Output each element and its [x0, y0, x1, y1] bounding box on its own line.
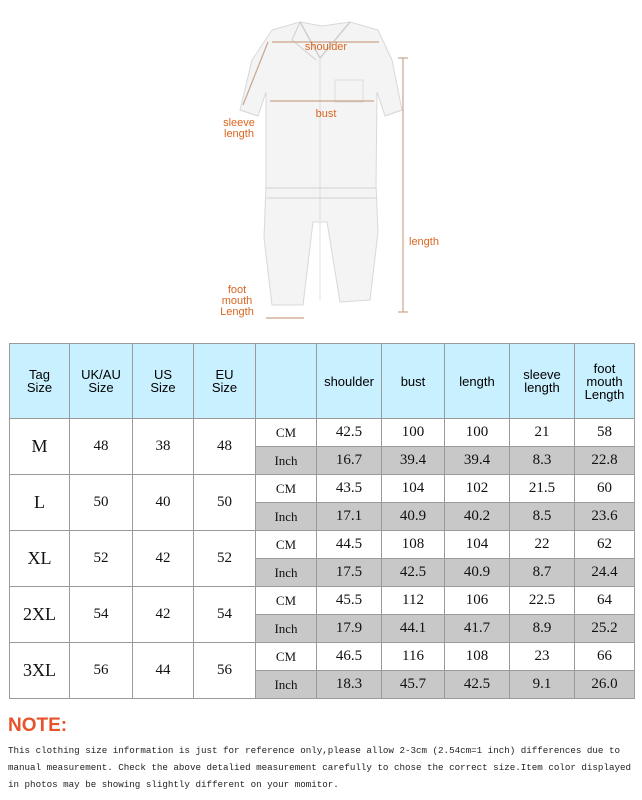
tag-size-cell: XL: [10, 531, 70, 587]
shoulder-cell: 17.9: [317, 615, 382, 643]
sleeve-cell: 22.5: [510, 587, 575, 615]
length-cell: 102: [445, 475, 510, 503]
uk-size-cell: 54: [70, 587, 133, 643]
tag-size-cell: L: [10, 475, 70, 531]
foot-cell: 66: [575, 643, 635, 671]
bust-cell: 39.4: [382, 447, 445, 475]
foot-label-line2: mouth: [221, 295, 253, 307]
uk-size-cell: 52: [70, 531, 133, 587]
foot-cell: 58: [575, 419, 635, 447]
foot-cell: 26.0: [575, 671, 635, 699]
length-cell: 42.5: [445, 671, 510, 699]
bust-cell: 42.5: [382, 559, 445, 587]
header-foot-mouth-length: foot mouth Length: [575, 344, 635, 419]
header-length: length: [445, 344, 510, 419]
header-sleeve-length: sleeve length: [510, 344, 575, 419]
unit-cm-cell: CM: [256, 419, 317, 447]
table-row: [10, 587, 635, 615]
note-text: This clothing size information is just for reference only,please allow 2-3cm (2.54cm=1 inch) differences due to manual measurement. Check the above detalied measurement carefully to chose the correct size.Item color displayed in photos may be showing slightly different on your momitor.: [8, 745, 632, 790]
length-cell: 40.2: [445, 503, 510, 531]
shoulder-cell: 17.5: [317, 559, 382, 587]
foot-cell: 23.6: [575, 503, 635, 531]
garment-figure: [0, 0, 642, 340]
shoulder-cell: 18.3: [317, 671, 382, 699]
length-cell: 40.9: [445, 559, 510, 587]
foot-cell: 24.4: [575, 559, 635, 587]
sleeve-label-line2: length: [224, 128, 254, 140]
unit-cm-cell: CM: [256, 531, 317, 559]
uk-size-cell: 50: [70, 475, 133, 531]
header-bust: bust: [382, 344, 445, 419]
foot-mouth-length-label: [212, 285, 262, 318]
uk-size-cell: 48: [70, 419, 133, 475]
bust-label: bust: [315, 108, 337, 120]
shoulder-cell: 17.1: [317, 503, 382, 531]
foot-cell: 60: [575, 475, 635, 503]
table-header-row: [10, 344, 635, 419]
shoulder-cell: 42.5: [317, 419, 382, 447]
foot-cell: 25.2: [575, 615, 635, 643]
foot-label-line3: Length: [220, 306, 254, 318]
bust-cell: 100: [382, 419, 445, 447]
unit-inch-cell: Inch: [256, 559, 317, 587]
sleeve-cell: 21.5: [510, 475, 575, 503]
bust-cell: 40.9: [382, 503, 445, 531]
bust-cell: 104: [382, 475, 445, 503]
unit-inch-cell: Inch: [256, 447, 317, 475]
bust-cell: 116: [382, 643, 445, 671]
shoulder-cell: 46.5: [317, 643, 382, 671]
us-size-cell: 44: [133, 643, 194, 699]
header-shoulder: shoulder: [317, 344, 382, 419]
shoulder-cell: 44.5: [317, 531, 382, 559]
sleeve-cell: 22: [510, 531, 575, 559]
length-cell: 104: [445, 531, 510, 559]
table-row: [10, 475, 635, 503]
sleeve-length-label: [216, 118, 262, 140]
header-unit: [256, 344, 317, 419]
shoulder-label: shoulder: [304, 41, 348, 53]
unit-cm-cell: CM: [256, 643, 317, 671]
us-size-cell: 38: [133, 419, 194, 475]
foot-cell: 22.8: [575, 447, 635, 475]
length-cell: 106: [445, 587, 510, 615]
us-size-cell: 42: [133, 587, 194, 643]
shoulder-cell: 45.5: [317, 587, 382, 615]
length-cell: 39.4: [445, 447, 510, 475]
length-label: length: [409, 236, 439, 248]
tag-size-cell: 2XL: [10, 587, 70, 643]
sleeve-cell: 21: [510, 419, 575, 447]
sleeve-cell: 8.5: [510, 503, 575, 531]
foot-cell: 62: [575, 531, 635, 559]
length-cell: 108: [445, 643, 510, 671]
table-row: [10, 531, 635, 559]
note-title: NOTE:: [8, 715, 68, 736]
eu-size-cell: 48: [194, 419, 256, 475]
foot-cell: 64: [575, 587, 635, 615]
bust-cell: 108: [382, 531, 445, 559]
sleeve-cell: 23: [510, 643, 575, 671]
unit-inch-cell: Inch: [256, 615, 317, 643]
foot-label-line1: foot: [227, 284, 247, 296]
header-tag-size: Tag Size: [10, 344, 70, 419]
eu-size-cell: 50: [194, 475, 256, 531]
bust-cell: 44.1: [382, 615, 445, 643]
shoulder-cell: 43.5: [317, 475, 382, 503]
us-size-cell: 42: [133, 531, 194, 587]
tag-size-cell: M: [10, 419, 70, 475]
sleeve-cell: 8.3: [510, 447, 575, 475]
unit-cm-cell: CM: [256, 475, 317, 503]
unit-cm-cell: CM: [256, 587, 317, 615]
eu-size-cell: 52: [194, 531, 256, 587]
bust-cell: 45.7: [382, 671, 445, 699]
tag-size-cell: 3XL: [10, 643, 70, 699]
eu-size-cell: 56: [194, 643, 256, 699]
table-row: [10, 419, 635, 447]
table-row: [10, 643, 635, 671]
size-chart-table: [9, 343, 635, 699]
length-cell: 41.7: [445, 615, 510, 643]
sleeve-label-line1: sleeve: [223, 117, 255, 129]
unit-inch-cell: Inch: [256, 503, 317, 531]
eu-size-cell: 54: [194, 587, 256, 643]
shoulder-cell: 16.7: [317, 447, 382, 475]
header-ukau-size: UK/AU Size: [70, 344, 133, 419]
us-size-cell: 40: [133, 475, 194, 531]
length-cell: 100: [445, 419, 510, 447]
header-us-size: US Size: [133, 344, 194, 419]
uk-size-cell: 56: [70, 643, 133, 699]
sleeve-cell: 8.7: [510, 559, 575, 587]
unit-inch-cell: Inch: [256, 671, 317, 699]
bust-cell: 112: [382, 587, 445, 615]
header-eu-size: EU Size: [194, 344, 256, 419]
sleeve-cell: 8.9: [510, 615, 575, 643]
sleeve-cell: 9.1: [510, 671, 575, 699]
